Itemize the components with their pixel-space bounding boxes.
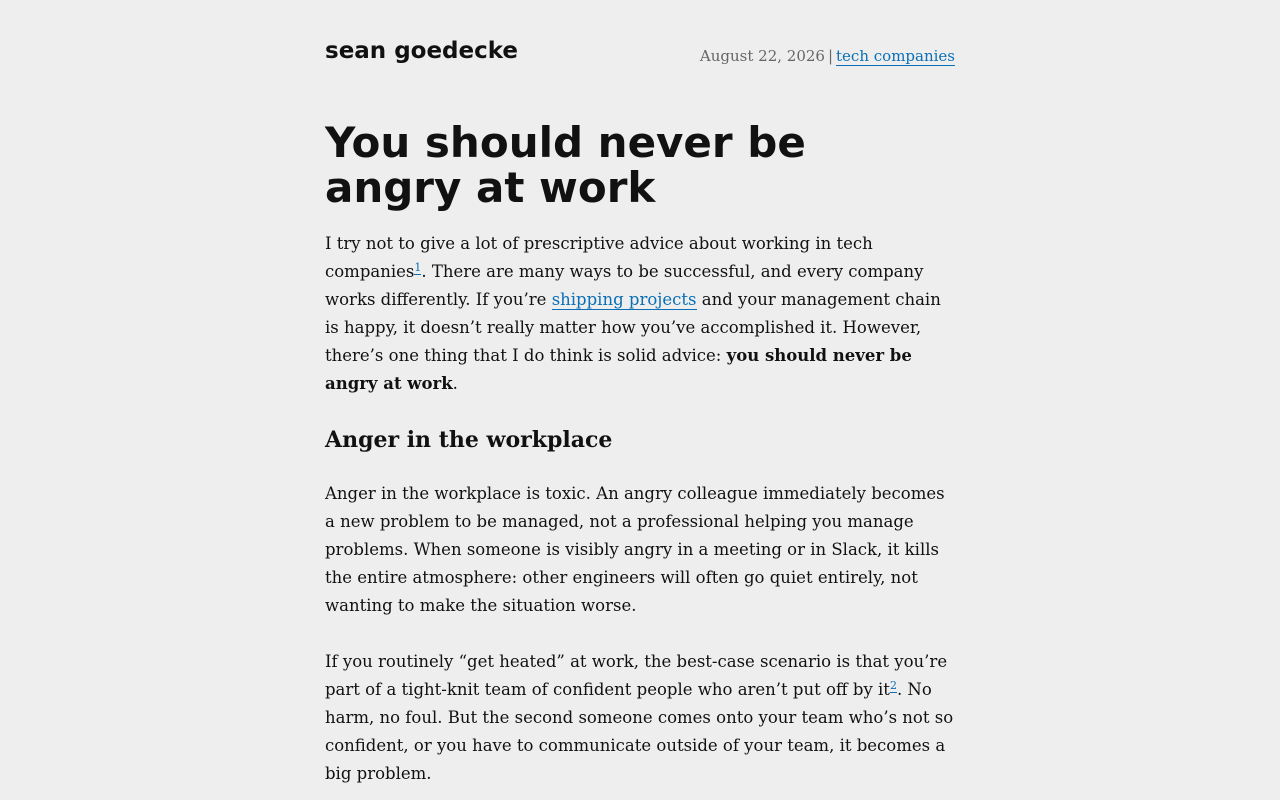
article-title: You should never be angry at work	[325, 118, 806, 212]
site-title-link[interactable]: sean goedecke	[325, 38, 519, 64]
footnote-2-link[interactable]: 2	[889, 678, 897, 692]
para3-text-2: . No harm, no foul. But the second someone comes onto your team who’s not so confident, or you have to communicate outside of your team, it becomes a big problem.	[325, 680, 954, 783]
article-page	[325, 0, 955, 783]
tag-link[interactable]: tech companies	[836, 47, 955, 65]
post-meta	[700, 47, 955, 65]
site-header	[325, 0, 955, 100]
intro-text-2: . There are many ways to be successful, and every company works differently. If you’re	[325, 262, 924, 309]
intro-text-4: .	[452, 374, 458, 393]
paragraph-2: Anger in the workplace is toxic. An angry colleague immediately becomes a new problem to be managed, not a professional helping you manage problems. When someone is visibly angry in a meeting or in Slack, it kills the entire atmosphere: other engineers will often go quiet entirely, not wanting to make the situation worse.	[325, 484, 945, 615]
intro-text-1: I try not to give a lot of prescriptive advice about working in tech companies	[325, 234, 873, 281]
footnote-2	[890, 679, 897, 693]
para3-text-1: If you routinely “get heated” at work, the best-case scenario is that you’re part of a tight-knit team of confident people who aren’t put off by it	[325, 652, 948, 699]
footnote-1-link[interactable]: 1	[414, 260, 422, 274]
shipping-projects-link[interactable]: shipping projects	[551, 290, 697, 309]
paragraph-3	[325, 648, 955, 788]
intro-paragraph	[325, 230, 955, 398]
meta-separator: |	[827, 47, 834, 65]
intro-text-3: and your management chain is happy, it doesn’t really matter how you’ve accomplished it. However, there’s one thing that I do think is solid advice:	[325, 290, 941, 365]
section-heading: Anger in the workplace	[325, 427, 613, 453]
post-date: August 22, 2026	[699, 47, 825, 65]
intro-bold-text: you should never be angry at work	[325, 346, 912, 393]
